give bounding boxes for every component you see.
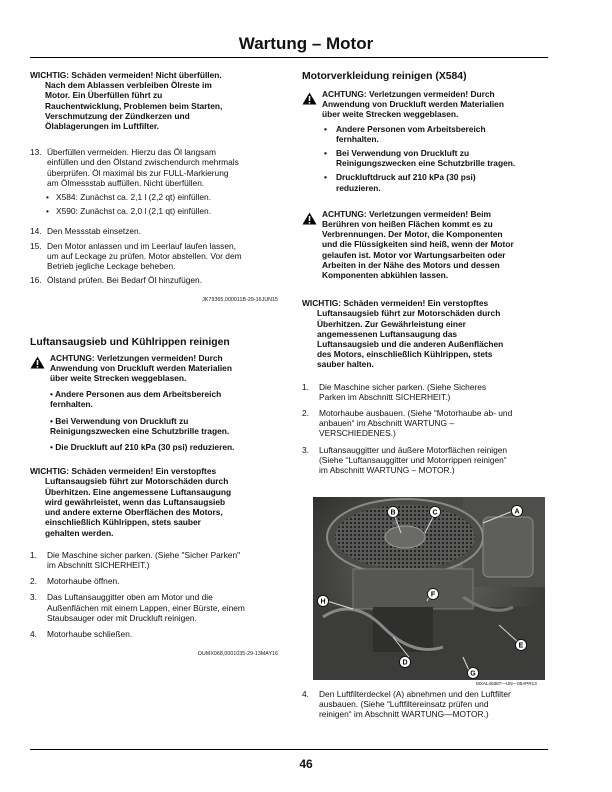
step-line: Motorhaube ausbauen. (Siehe “Motorhaube ab- und xyxy=(319,408,513,419)
caution-line: ACHTUNG: Verletzungen vermeiden! Durch xyxy=(50,352,223,363)
right-step-4 xyxy=(302,689,548,720)
warning-line: Überhitzen. Zur Gewährleistung einer xyxy=(317,318,466,329)
step-1 xyxy=(302,382,548,402)
caution-bullet xyxy=(30,442,278,452)
warning-clogged-screen xyxy=(302,298,548,369)
callout-h xyxy=(318,596,329,607)
caution-line: Verbrennungen. Der Motor, die Komponenten xyxy=(322,229,503,240)
warning-line: Luftansaugsieb führt zur Motorschäden durch xyxy=(45,476,229,487)
warning-line: Ölablagerungen im Luftfilter. xyxy=(45,121,160,132)
step-line: am Ölmessstab auffüllen. Nicht überfüllen. xyxy=(47,177,205,188)
step-line: Die Maschine sicher parken. (Siehe "Sicher Parken" xyxy=(47,549,241,560)
warning-line: Rauchentwicklung, Problemen beim Starten, xyxy=(45,100,223,111)
step-number: 1. xyxy=(30,549,37,560)
callout-a xyxy=(512,506,523,517)
step-line: VERSCHIEDENES.) xyxy=(319,428,396,439)
step-line: im Abschnitt SICHERHEIT.) xyxy=(47,559,150,570)
warning-triangle-icon xyxy=(30,356,45,369)
step-line: im Abschnitt WARTUNG – MOTOR.) xyxy=(319,465,455,476)
step-number: 2. xyxy=(30,576,37,587)
caution-line: gelaufen ist. Motor vor Wartungsarbeiten oder xyxy=(322,249,506,260)
bullet-dot: • xyxy=(46,192,49,203)
step-line: Motorhaube öffnen. xyxy=(47,576,120,587)
bullet-text: X590: Zunächst ca. 2,0 l (2,1 qt) einfüllen. xyxy=(56,206,212,217)
step-number: 3. xyxy=(30,592,37,603)
photo-caption: MXAL46387—UN—05APR13 xyxy=(476,681,537,686)
warning-line: Verschmutzung der Zündkerzen und xyxy=(45,110,190,121)
right-column xyxy=(302,70,548,475)
step-line: (Siehe “Luftansauggitter und Motorrippen reinigen“ xyxy=(319,454,507,465)
caution-line: Arbeiten in der Nähe des Motors und dessen xyxy=(322,259,500,270)
callout-e xyxy=(516,640,527,651)
caution-bullet-line: Reinigungszwecken eine Schutzbrille tragen. xyxy=(50,425,230,436)
caution-line: ACHTUNG: Verletzungen vermeiden! Durch xyxy=(322,89,495,99)
caution-line: Berühren von heißen Flächen kommt es zu xyxy=(322,219,493,230)
step-line: Betrieb jegliche Leckage beheben. xyxy=(47,261,176,272)
caution-line: über weite Strecken weggeblasen. xyxy=(50,373,187,384)
caution-line: und die Flüssigkeiten sind heiß, wenn der Motor xyxy=(322,239,514,250)
step-1 xyxy=(30,550,278,570)
caution-bullet-line: reduzieren. xyxy=(336,182,381,193)
bullet-dot: • xyxy=(46,206,49,217)
caution-bullet-line: Druckluftdruck auf 210 kPa (30 psi) xyxy=(336,172,476,183)
left-column xyxy=(30,70,278,659)
step-4 xyxy=(30,629,278,639)
step-number: 15. xyxy=(30,240,42,251)
caution-bullet-line: • Andere Personen aus dem Arbeitsbereich xyxy=(50,389,222,400)
header-rule xyxy=(30,57,548,58)
step-line: Staubsauger oder mit Druckluft reinigen. xyxy=(47,612,197,623)
step-14 xyxy=(30,226,278,236)
step-number: 4. xyxy=(302,689,309,699)
warning-line: gehalten werden. xyxy=(45,527,114,538)
warning-line: sauber halten. xyxy=(317,359,374,370)
warning-overfill xyxy=(30,70,278,131)
step-line: Die Maschine sicher parken. (Siehe Sicheres xyxy=(319,381,487,392)
step-13 xyxy=(30,147,278,188)
step-line: ausbauen. (Siehe “Luftfiltereinsatz prüfen und xyxy=(319,699,489,710)
caution-hot-surfaces xyxy=(302,209,548,280)
caution-compressed-air xyxy=(302,89,548,120)
step-line: um auf Leckage zu prüfen. Motor abstellen. Vor dem xyxy=(47,250,242,261)
caution-line: Komponenten abkühlen lassen. xyxy=(322,270,449,281)
step-line: Parken im Abschnitt SICHERHEIT.) xyxy=(319,391,451,402)
step-line: anbauen“ im Abschnitt WARTUNG – xyxy=(319,418,454,429)
callout-g-label: G xyxy=(470,670,476,678)
step-line: Motorhaube schließen. xyxy=(47,628,133,639)
oil-bullet-x584 xyxy=(30,192,278,202)
step-line: reinigen“ im Abschnitt WARTUNG—MOTOR.) xyxy=(319,709,489,720)
warning-line: Motor. Ein Überfüllen führt zu xyxy=(45,90,163,101)
caution-bullet xyxy=(302,124,548,144)
warning-line: Luftansaugsieb und die anderen Außenflächen xyxy=(317,339,504,350)
step-3 xyxy=(30,592,278,623)
warning-line: Überhitzen. Eine angemessene Luftansaugung xyxy=(45,486,232,497)
warning-triangle-icon xyxy=(302,92,317,105)
caution-bullet-line: Andere Personen vom Arbeitsbereich xyxy=(336,123,486,134)
step-line: Den Motor anlassen und im Leerlauf laufen lassen, xyxy=(47,240,237,251)
caution-bullet-line: Reinigungszwecken eine Schutzbrille tragen. xyxy=(336,158,516,169)
callout-f xyxy=(428,589,439,600)
step-line: Überfüllen vermeiden. Hierzu das Öl langsam xyxy=(47,147,216,158)
callout-c-label: C xyxy=(432,509,438,517)
caution-line: Anwendung von Druckluft werden Materialien xyxy=(322,99,504,110)
step-line: überprüfen. Öl maximal bis zur FULL-Markierung xyxy=(47,167,229,178)
callout-e-label: E xyxy=(518,642,524,650)
oil-bullet-x590 xyxy=(30,206,278,216)
bullet-dot: • xyxy=(324,172,327,183)
engine-photo xyxy=(313,497,545,680)
caution-compressed-air xyxy=(30,353,278,384)
warning-lead: WICHTIG: Schäden vermeiden! Nicht überfüllen. xyxy=(30,70,222,80)
step-line: Das Luftansauggitter oben am Motor und die xyxy=(47,592,213,603)
bullet-dot: • xyxy=(324,148,327,159)
step-line: Ölstand prüfen. Bei Bedarf Öl hinzufügen. xyxy=(47,275,203,286)
step-number: 2. xyxy=(302,408,309,419)
warning-line: einschließlich Kühlrippen, stets sauber xyxy=(45,517,201,528)
reference-code: JK79365,000011B-29-16JUN15 xyxy=(202,297,278,304)
step-number: 4. xyxy=(30,628,37,639)
callout-h-label: H xyxy=(320,598,326,606)
warning-triangle-icon xyxy=(302,212,317,225)
caution-bullet-line: • Bei Verwendung von Druckluft zu xyxy=(50,415,189,426)
page-title: Wartung – Motor xyxy=(238,34,374,53)
callout-a-label: A xyxy=(514,508,520,516)
warning-line: des Motors, einschließlich Kühlrippen, stets xyxy=(317,349,493,360)
warning-lead: WICHTIG: Schäden vermeiden! Ein verstopftes xyxy=(30,466,217,477)
caution-line: ACHTUNG: Verletzungen vermeiden! Beim xyxy=(322,208,491,219)
caution-bullet-line: fernhalten. xyxy=(336,133,379,144)
warning-line: Nach dem Ablassen verbleiben Ölreste im xyxy=(45,80,212,91)
step-number: 1. xyxy=(302,381,309,392)
warning-line: angemessenen Luftansaugung das xyxy=(317,328,458,339)
section-title-intake-screen: Luftansaugsieb und Kühlrippen reinigen xyxy=(30,336,230,348)
caution-bullet xyxy=(30,389,278,409)
step-number: 3. xyxy=(302,444,309,455)
step-line: Außenflächen mit einem Lappen, einer Bürste, einem xyxy=(47,602,245,613)
callout-g xyxy=(468,668,479,679)
caution-bullet xyxy=(30,416,278,436)
callout-c xyxy=(430,507,441,518)
step-2 xyxy=(302,408,548,439)
step-3 xyxy=(302,445,548,476)
caution-line: Anwendung von Druckluft werden Materialien xyxy=(50,362,232,373)
step-4 xyxy=(302,689,548,720)
callout-d xyxy=(400,657,411,668)
page-number: 46 xyxy=(299,757,313,771)
warning-line: Luftansaugsieb führt zur Motorschäden durch xyxy=(317,308,501,319)
warning-line: und andere externe Oberflächen des Motors, xyxy=(45,507,223,518)
step-16 xyxy=(30,275,278,285)
caution-bullet-line: • Die Druckluft auf 210 kPa (30 psi) reduzieren. xyxy=(50,442,235,453)
step-line: Den Messstab einsetzen. xyxy=(47,226,142,237)
reference-code: OUMX068,0001035-29-13MAY16 xyxy=(197,651,278,658)
step-15 xyxy=(30,241,278,272)
caution-bullet-line: fernhalten. xyxy=(50,399,93,410)
caution-bullet-line: Bei Verwendung von Druckluft zu xyxy=(336,148,470,159)
warning-line: wird gewährleistet, wenn das Luftansaugsieb xyxy=(45,496,226,507)
step-2 xyxy=(30,576,278,586)
step-number: 14. xyxy=(30,226,42,237)
caution-line: über weite Strecken weggeblasen. xyxy=(322,109,459,120)
caution-bullet xyxy=(302,148,548,168)
callout-f-label: F xyxy=(430,591,436,599)
step-line: einfüllen und den Ölstand zwischendurch mehrmals xyxy=(47,157,239,168)
warning-clogged-screen xyxy=(30,466,278,537)
caution-bullet xyxy=(302,172,548,192)
footer-rule xyxy=(30,749,548,750)
engine-illustration xyxy=(313,497,545,680)
bullet-dot: • xyxy=(324,123,327,134)
callout-b-label: B xyxy=(390,509,396,517)
callout-b xyxy=(388,507,399,518)
step-number: 13. xyxy=(30,147,42,158)
step-number: 16. xyxy=(30,275,42,286)
warning-lead: WICHTIG: Schäden vermeiden! Ein verstopftes xyxy=(302,298,489,309)
step-line: Den Luftfilterdeckel (A) abnehmen und den Luftfilter xyxy=(319,689,511,699)
bullet-text: X584: Zunächst ca. 2,1 l (2,2 qt) einfüllen. xyxy=(56,192,212,203)
callout-d-label: D xyxy=(402,659,408,667)
section-title-engine-shroud: Motorverkleidung reinigen (X584) xyxy=(302,71,467,82)
step-line: Luftansauggitter und äußere Motorflächen reinigen xyxy=(319,444,508,455)
